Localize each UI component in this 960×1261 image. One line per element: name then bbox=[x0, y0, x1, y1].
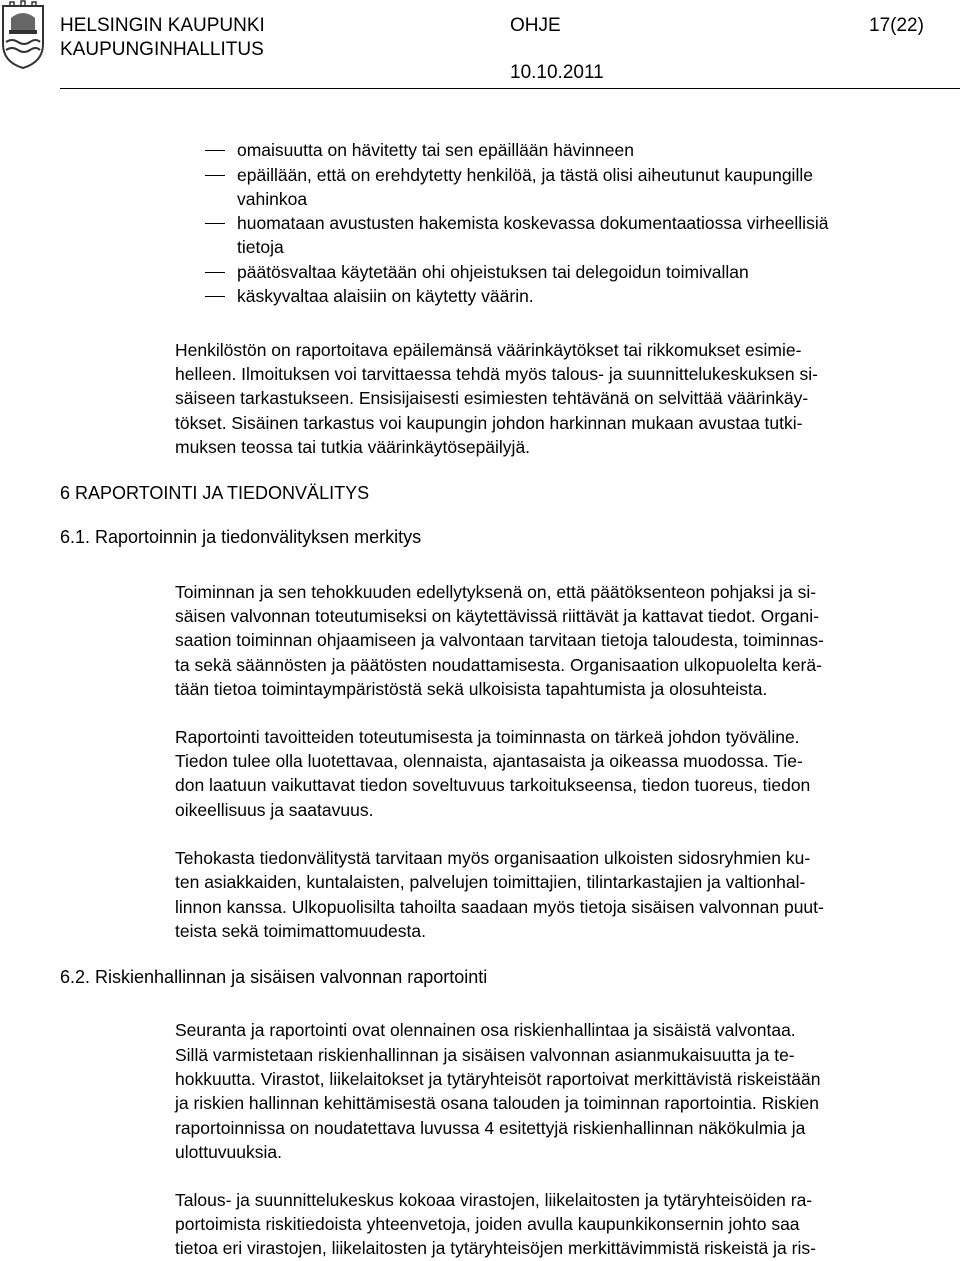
list-item: epäillään, että on erehdytetty henkilöä, ja tästä olisi aiheutunut kaupungille bbox=[237, 165, 813, 185]
text-line: Raportointi tavoitteiden toteutumisesta ja toiminnasta on tärkeä johdon työväline. bbox=[175, 727, 800, 747]
section-heading-6: 6 RAPORTOINTI JA TIEDONVÄLITYS bbox=[60, 483, 370, 503]
dash-icon bbox=[205, 150, 225, 151]
list-item: omaisuutta on hävitetty tai sen epäillään hävinneen bbox=[237, 140, 634, 160]
section-heading-6-2: 6.2. Riskienhallinnan ja sisäisen valvonnan raportointi bbox=[60, 967, 488, 987]
text-line: tietoa eri virastojen, liikelaitosten ja tytäryhteisöjen merkittävimmistä riskeistä ja ris- bbox=[175, 1238, 816, 1258]
text-line: teista sekä toimimattomuudesta. bbox=[175, 921, 426, 941]
text-line: ta sekä säännösten ja päätösten noudattamisesta. Organisaation ulkopuolelta kerä- bbox=[175, 655, 822, 675]
text-line: Sillä varmistetaan riskienhallinnan ja sisäisen valvonnan asianmukaisuutta ja te- bbox=[175, 1045, 795, 1065]
header-date: 10.10.2011 bbox=[510, 62, 604, 83]
dash-icon bbox=[205, 272, 225, 273]
text-line: Talous- ja suunnittelukeskus kokoaa virastojen, liikelaitosten ja tytäryhteisöiden ra- bbox=[175, 1190, 813, 1210]
text-line: säiseen tarkastukseen. Ensisijaisesti esimiesten tehtävänä on selvittää väärinkäy- bbox=[175, 388, 809, 408]
text-line: Tehokasta tiedonvälitystä tarvitaan myös organisaation ulkoisten sidosryhmien ku- bbox=[175, 848, 811, 868]
text-line: portoimista riskitiedoista yhteenvetoja, joiden avulla kaupunkikonsernin johto saa bbox=[175, 1214, 800, 1234]
text-line: helleen. Ilmoituksen voi tarvittaessa tehdä myös talous- ja suunnittelukeskuksen si- bbox=[175, 364, 818, 384]
header-org: HELSINGIN KAUPUNKI bbox=[60, 15, 265, 36]
text-line: don laatuun vaikuttavat tiedon soveltuvuus tarkoitukseensa, tiedon tuoreus, tiedon bbox=[175, 775, 811, 795]
text-line: Henkilöstön on raportoitava epäilemänsä väärinkäytökset tai rikkomukset esimie- bbox=[175, 340, 802, 360]
header-page-number: 17(22) bbox=[869, 15, 924, 36]
text-line: ja riskien hallinnan kehittämisestä osana talouden ja toiminnan raportointia. Riskien bbox=[175, 1093, 819, 1113]
header-rule bbox=[60, 88, 960, 89]
dash-icon bbox=[205, 296, 225, 297]
list-item-continuation: tietoja bbox=[237, 237, 284, 257]
list-item: päätösvaltaa käytetään ohi ohjeistuksen tai delegoidun toimivallan bbox=[237, 262, 749, 282]
text-line: Tiedon tulee olla luotettavaa, olennaista, ajantasaista ja oikeassa muodossa. Tie- bbox=[175, 751, 803, 771]
text-line: säisen valvonnan toteutumiseksi on käytettävissä riittävät ja kattavat tiedot. Organi- bbox=[175, 606, 819, 626]
list-item: käskyvaltaa alaisiin on käytetty väärin. bbox=[237, 286, 534, 306]
text-line: linnon kanssa. Ulkopuolisilta tahoilta saadaan myös tietoja sisäisen valvonnan puut- bbox=[175, 897, 824, 917]
text-line: hokkuutta. Virastot, liikelaitokset ja tytäryhteisöt raportoivat merkittävistä riskeistään bbox=[175, 1069, 821, 1089]
text-line: tökset. Sisäinen tarkastus voi kaupungin johdon harkinnan mukaan avustaa tutki- bbox=[175, 413, 803, 433]
dash-icon bbox=[205, 223, 225, 224]
text-line: ten asiakkaiden, kuntalaisten, palvelujen toimittajien, tilintarkastajien ja valtionhal- bbox=[175, 872, 806, 892]
header-doc-type: OHJE bbox=[510, 15, 561, 36]
list-item-continuation: vahinkoa bbox=[237, 189, 308, 209]
text-line: saation toiminnan ohjaamiseen ja valvontaan tarvitaan tietoja taloudesta, toiminnas- bbox=[175, 630, 824, 650]
dash-icon bbox=[205, 175, 225, 176]
list-item: huomataan avustusten hakemista koskevassa dokumentaatiossa virheellisiä bbox=[237, 213, 829, 233]
section-heading-6-1: 6.1. Raportoinnin ja tiedonvälityksen merkitys bbox=[60, 527, 422, 547]
text-line: raportoinnissa on noudatettava luvussa 4 esitettyjä riskienhallinnan näkökulmia ja bbox=[175, 1118, 806, 1138]
text-line: tään tietoa toimintaympäristöstä sekä ulkoisista tapahtumista ja olosuhteista. bbox=[175, 679, 768, 699]
header-dept: KAUPUNGINHALLITUS bbox=[60, 39, 264, 60]
helsinki-coat-of-arms-icon bbox=[0, 0, 46, 70]
text-line: oikeellisuus ja saatavuus. bbox=[175, 800, 374, 820]
text-line: muksen teossa tai tutkia väärinkäytösepäilyjä. bbox=[175, 437, 531, 457]
text-line: Seuranta ja raportointi ovat olennainen osa riskienhallintaa ja sisäistä valvontaa. bbox=[175, 1020, 796, 1040]
text-line: ulottuvuuksia. bbox=[175, 1142, 283, 1162]
text-line: Toiminnan ja sen tehokkuuden edellytyksenä on, että päätöksenteon pohjaksi ja si- bbox=[175, 582, 817, 602]
